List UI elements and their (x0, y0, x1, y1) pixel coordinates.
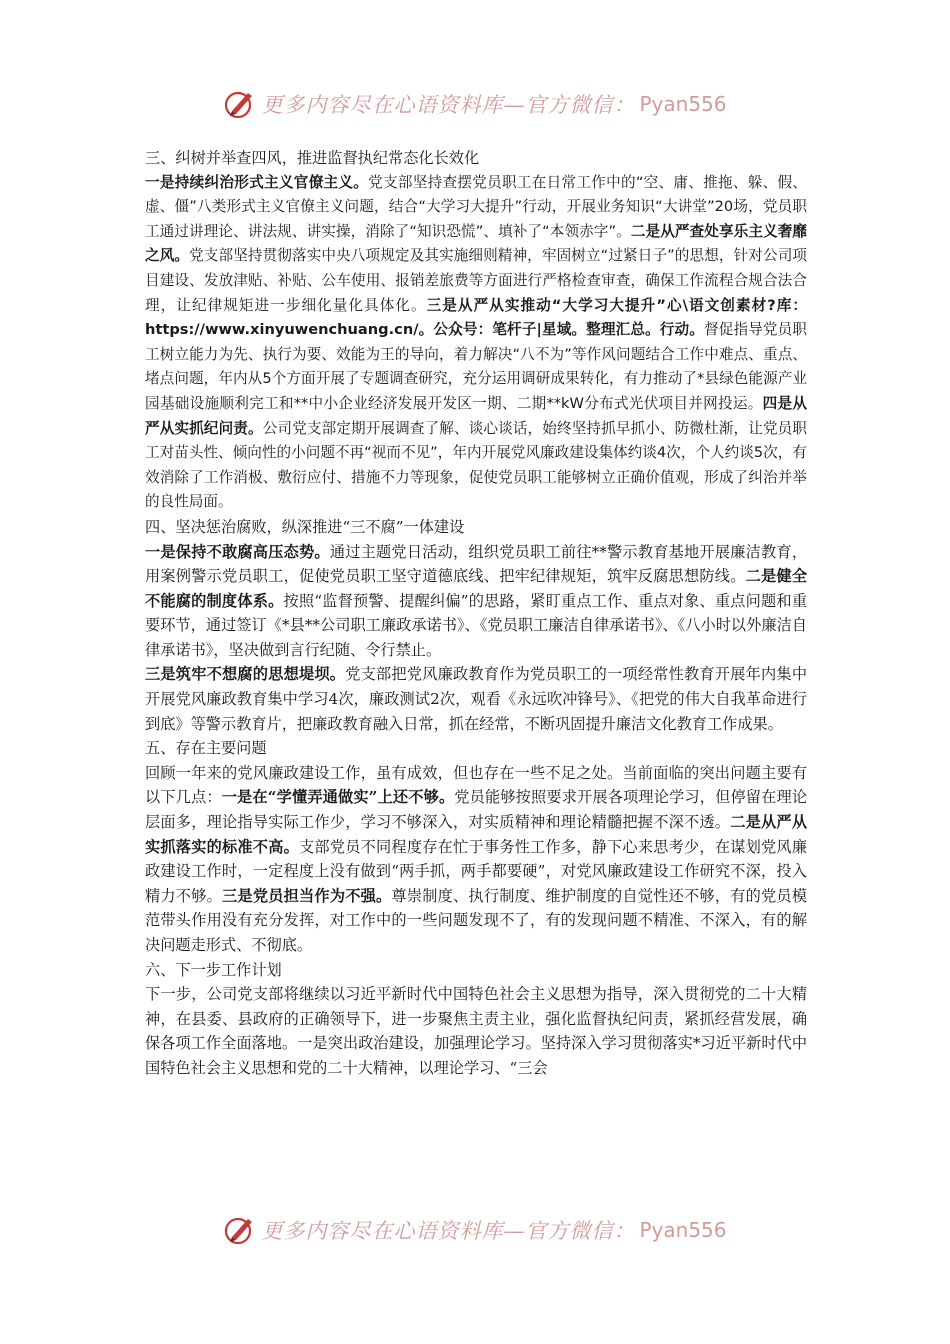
bold-lead: 一是持续纠治形式主义官僚主义。 (145, 173, 369, 191)
body-text: 按照“监督预警、提醒纠偏”的思路，紧盯重点工作、重点对象、重点问题和重要环节，通过签订《*县**公司职工廉政承诺书》、《党员职工廉洁自律承诺书》、《八小时以外廉洁自律承诺书》，坚决做到言行纪随、令行禁止。 (145, 591, 808, 659)
paragraph (145, 662, 807, 736)
body-text: 督促指导党员职工树立能力为先、执行为要、效能为王的导向，着力解决“八不为”等作风问题结合工作中难点、重点、堵点问题，年内从5个方面开展了专题调查研究，充分运用调研成果转化，有力推动了*县绿色能源产业园基础设施顺利完工和**中小企业经济发展开发区一期、二期**kW分布式光伏项目并网投运。 (145, 321, 807, 412)
bold-lead: 二是从严从实抓落实的标准不高。 (145, 813, 808, 856)
watermark-banner-top (0, 84, 950, 124)
paragraph (145, 540, 807, 663)
section-heading-6: 六、下一步工作计划 (145, 960, 282, 979)
banner-text: 更多内容尽在心语资料库—官方微信： (261, 93, 636, 117)
banner-wechat-id: Pyan556 (639, 92, 727, 116)
body-text: 支部党员不同程度存在忙于事务性工作多，静下心来思考少，在谋划党风廉政建设工作时，一定程度上没有做到“两手抓，两手都要硬”，对党风廉政建设工作研究不深，投入精力不够。 (145, 837, 808, 905)
bold-lead: 二是从严查处享乐主义奢靡之风。 (145, 222, 807, 265)
body-text: 尊崇制度、执行制度、维护制度的自觉性还不够，有的党员模范带头作用没有充分发挥，对工作中的一些问题发现不了，有的发现问题不精准、不深入，有的解决问题走形式、不彻底。 (145, 886, 808, 954)
body-text: 通过主题党日活动，组织党员职工前往**警示教育基地开展廉洁教育，用案例警示党员职工，促使党员职工坚守道德底线、把牢纪律规矩，筑牢反腐思想防线。 (145, 542, 808, 586)
paragraph (145, 171, 807, 515)
bold-lead: 三是从严从实推动“大学习大提升”心\语文创素材?库：https://www.xinyuwenchuang.cn/。公众号：笔杆子|星域。整理汇总。行动。 (145, 296, 807, 339)
body-text: 党支部把党风廉政教育作为党员职工的一项经常性教育开展年内集中开展党风廉政教育集中学习4次，廉政测试2次，观看《永远吹冲锋号》、《把党的伟大自我革命进行到底》等警示教育片，把廉政教育融入日常，抓在经常，不断巩固提升廉洁文化教育工作成果。 (145, 665, 808, 733)
document-body (145, 146, 807, 1081)
pen-logo-icon (223, 87, 257, 121)
bold-lead: 一是保持不敢腐高压态势。 (145, 542, 330, 561)
paragraph (145, 982, 807, 1080)
body-text: 党支部坚持查摆党员职工在日常工作中的“空、庸、推拖、躲、假、虚、僵”八类形式主义官僚主义问题，结合“大学习大提升”行动，开展业务知识“大讲堂”20场，党员职工通过讲理论、讲法规、讲实操，消除了“知识恐慌”、填补了“本领赤字”。 (145, 173, 807, 240)
banner-text: 更多内容尽在心语资料库—官方微信： (261, 1219, 636, 1243)
pen-logo-icon (223, 1213, 257, 1247)
body-text: 回顾一年来的党风廉政建设工作，虽有成效，但也存在一些不足之处。当前面临的突出问题主要有以下几点： (145, 763, 807, 807)
watermark-banner-bottom (0, 1210, 950, 1250)
bold-lead: 一是在“学懂弄通做实”上还不够。 (221, 788, 455, 807)
banner-wechat-id: Pyan556 (639, 1218, 727, 1242)
section-heading-5: 五、存在主要问题 (145, 739, 267, 758)
section-heading-4: 四、坚决惩治腐败，纵深推进“三不腐”一体建设 (145, 517, 465, 536)
section-heading-3: 三、纠树并举查四风，推进监督执纪常态化长效化 (145, 149, 480, 167)
body-text: 公司党支部定期开展调查了解、谈心谈话，始终坚持抓早抓小、防微杜渐，让党员职工对苗头性、倾向性的小问题不再“视而不见”，年内开展党风廉政建设集体约谈4次，个人约谈5次，有效消除了工作消极、敷衍应付、措施不力等现象，促使党员职工能够树立正确价值观，形成了纠治并举的良性局面。 (145, 419, 807, 511)
paragraph (145, 761, 807, 958)
bold-lead: 二是健全不能腐的制度体系。 (145, 567, 808, 610)
bold-lead: 四是从严从实抓纪问责。 (145, 394, 807, 437)
body-text: 下一步，公司党支部将继续以习近平新时代中国特色社会主义思想为指导，深入贯彻党的二十大精神，在县委、县政府的正确领导下，进一步聚焦主责主业，强化监督执纪问责，紧抓经营发展，确保各项工作全面落地。一是突出政治建设，加强理论学习。坚持深入学习贯彻落实*习近平新时代中国特色社会主义思想和党的二十大精神，以理论学习、“三会 (145, 985, 807, 1077)
body-text: 党员能够按照要求开展各项理论学习，但停留在理论层面多，理论指导实际工作少，学习不够深入，对实质精神和理论精髓把握不深不透。 (145, 788, 808, 832)
bold-lead: 三是党员担当作为不强。 (222, 886, 392, 905)
bold-lead: 三是筑牢不想腐的思想堤坝。 (145, 665, 346, 684)
body-text: 党支部坚持贯彻落实中央八项规定及其实施细则精神，牢固树立“过紧日子”的思想，针对公司项目建设、发放津贴、补贴、公车使用、报销差旅费等方面进行严格检查审查，确保工作流程合规合法合理，让纪律规矩进一步细化量化具体化。 (145, 247, 807, 314)
